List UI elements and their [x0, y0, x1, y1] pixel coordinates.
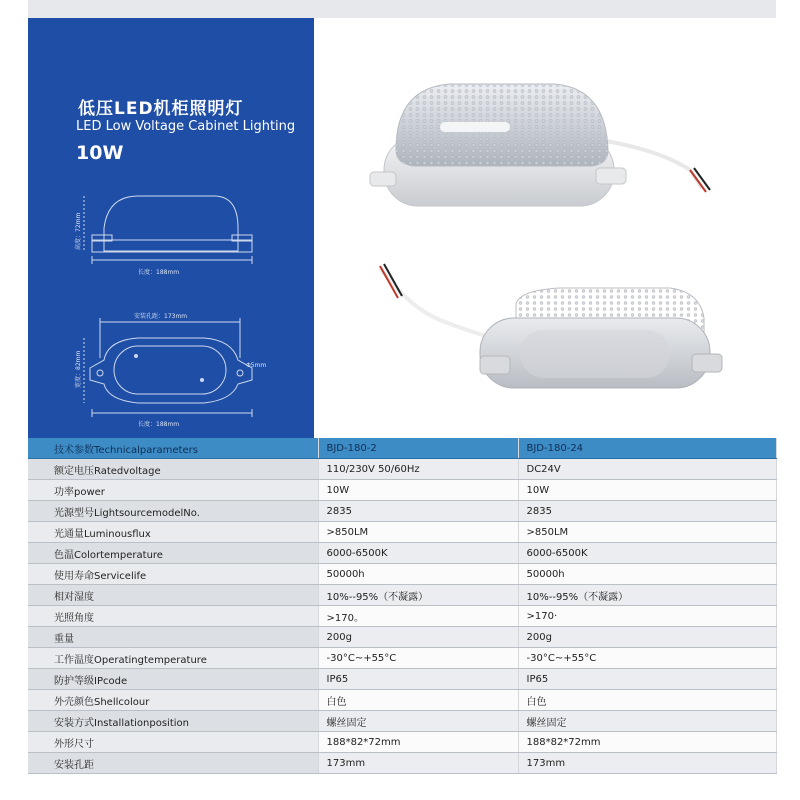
- param-name: 额定电压Ratedvoltage: [28, 459, 318, 480]
- table-row: [28, 732, 776, 753]
- table-row: [28, 627, 776, 648]
- param-value-2: IP65: [518, 669, 776, 690]
- param-name: 工作温度Operatingtemperature: [28, 648, 318, 669]
- param-value-2: 10%--95%（不凝露）: [518, 585, 776, 606]
- param-value-1: 188*82*72mm: [318, 732, 518, 753]
- param-value-1: IP65: [318, 669, 518, 690]
- param-value-2: 50000h: [518, 564, 776, 585]
- param-value-1: 螺丝固定: [318, 711, 518, 732]
- param-name: 防护等级IPcode: [28, 669, 318, 690]
- param-value-2: -30°C~+55°C: [518, 648, 776, 669]
- param-name: 外壳颜色Shellcolour: [28, 690, 318, 711]
- product-photo-rear: [370, 258, 770, 408]
- param-name: 安装方式Installationposition: [28, 711, 318, 732]
- height-label: 高度：72mm: [75, 212, 82, 250]
- hole-spacing-label: 安装孔距：173mm: [134, 313, 188, 320]
- info-panel: [28, 18, 314, 438]
- header-cell-model-1: BJD-180-2: [318, 438, 518, 459]
- table-row: [28, 522, 776, 543]
- header-cell-param: 技术参数Technicalparameters: [28, 438, 318, 459]
- table-row: [28, 480, 776, 501]
- param-name: 外形尺寸: [28, 732, 318, 753]
- param-name: 光源型号LightsourcemodelNo.: [28, 501, 318, 522]
- param-name: 光照角度: [28, 606, 318, 627]
- table-row: [28, 690, 776, 711]
- param-value-2: 白色: [518, 690, 776, 711]
- param-name: 功率power: [28, 480, 318, 501]
- param-value-2: >170·: [518, 606, 776, 627]
- top-strip: [28, 0, 776, 18]
- param-value-1: 白色: [318, 690, 518, 711]
- param-value-2: 200g: [518, 627, 776, 648]
- hole-label: Φ5mm: [246, 362, 267, 369]
- param-value-2: >850LM: [518, 522, 776, 543]
- param-name: 安装孔距: [28, 753, 318, 774]
- param-value-2: 2835: [518, 501, 776, 522]
- param-value-1: 200g: [318, 627, 518, 648]
- table-row: [28, 648, 776, 669]
- param-value-2: 6000-6500K: [518, 543, 776, 564]
- table-row: [28, 606, 776, 627]
- param-value-1: >170。: [318, 606, 518, 627]
- param-value-1: 2835: [318, 501, 518, 522]
- param-value-2: 10W: [518, 480, 776, 501]
- header-cell-model-2: BJD-180-24: [518, 438, 776, 459]
- length-label: 长度：188mm: [138, 269, 180, 276]
- table-row: [28, 711, 776, 732]
- top-view-drawing: [84, 318, 252, 417]
- product-photo-front: [330, 40, 780, 230]
- table-row: [28, 753, 776, 774]
- param-value-2: 螺丝固定: [518, 711, 776, 732]
- product-power: 10W: [76, 142, 124, 164]
- table-row: [28, 585, 776, 606]
- param-name: 相对湿度: [28, 585, 318, 606]
- param-name: 光通量Luminousflux: [28, 522, 318, 543]
- table-row: [28, 501, 776, 522]
- width-label: 宽度：82mm: [75, 350, 82, 388]
- param-value-1: 10W: [318, 480, 518, 501]
- param-value-1: 110/230V 50/60Hz: [318, 459, 518, 480]
- table-row: [28, 459, 776, 480]
- table-row: [28, 543, 776, 564]
- param-value-2: 188*82*72mm: [518, 732, 776, 753]
- length-label-2: 长度：188mm: [138, 421, 180, 428]
- param-value-2: 173mm: [518, 753, 776, 774]
- param-name: 重量: [28, 627, 318, 648]
- spec-table: [28, 438, 777, 774]
- dimension-diagram: [28, 18, 314, 438]
- param-value-1: >850LM: [318, 522, 518, 543]
- param-name: 色温Colortemperature: [28, 543, 318, 564]
- side-view-drawing: [84, 196, 252, 264]
- param-name: 使用寿命Servicelife: [28, 564, 318, 585]
- param-value-1: 10%--95%（不凝露）: [318, 585, 518, 606]
- param-value-2: DC24V: [518, 459, 776, 480]
- param-value-1: 6000-6500K: [318, 543, 518, 564]
- param-value-1: -30°C~+55°C: [318, 648, 518, 669]
- table-row: [28, 669, 776, 690]
- spec-table-header: [28, 438, 776, 459]
- param-value-1: 173mm: [318, 753, 518, 774]
- table-row: [28, 564, 776, 585]
- product-title-en: LED Low Voltage Cabinet Lighting: [76, 119, 296, 134]
- param-value-1: 50000h: [318, 564, 518, 585]
- product-title-cn: 低压LED机柜照明灯: [78, 99, 244, 119]
